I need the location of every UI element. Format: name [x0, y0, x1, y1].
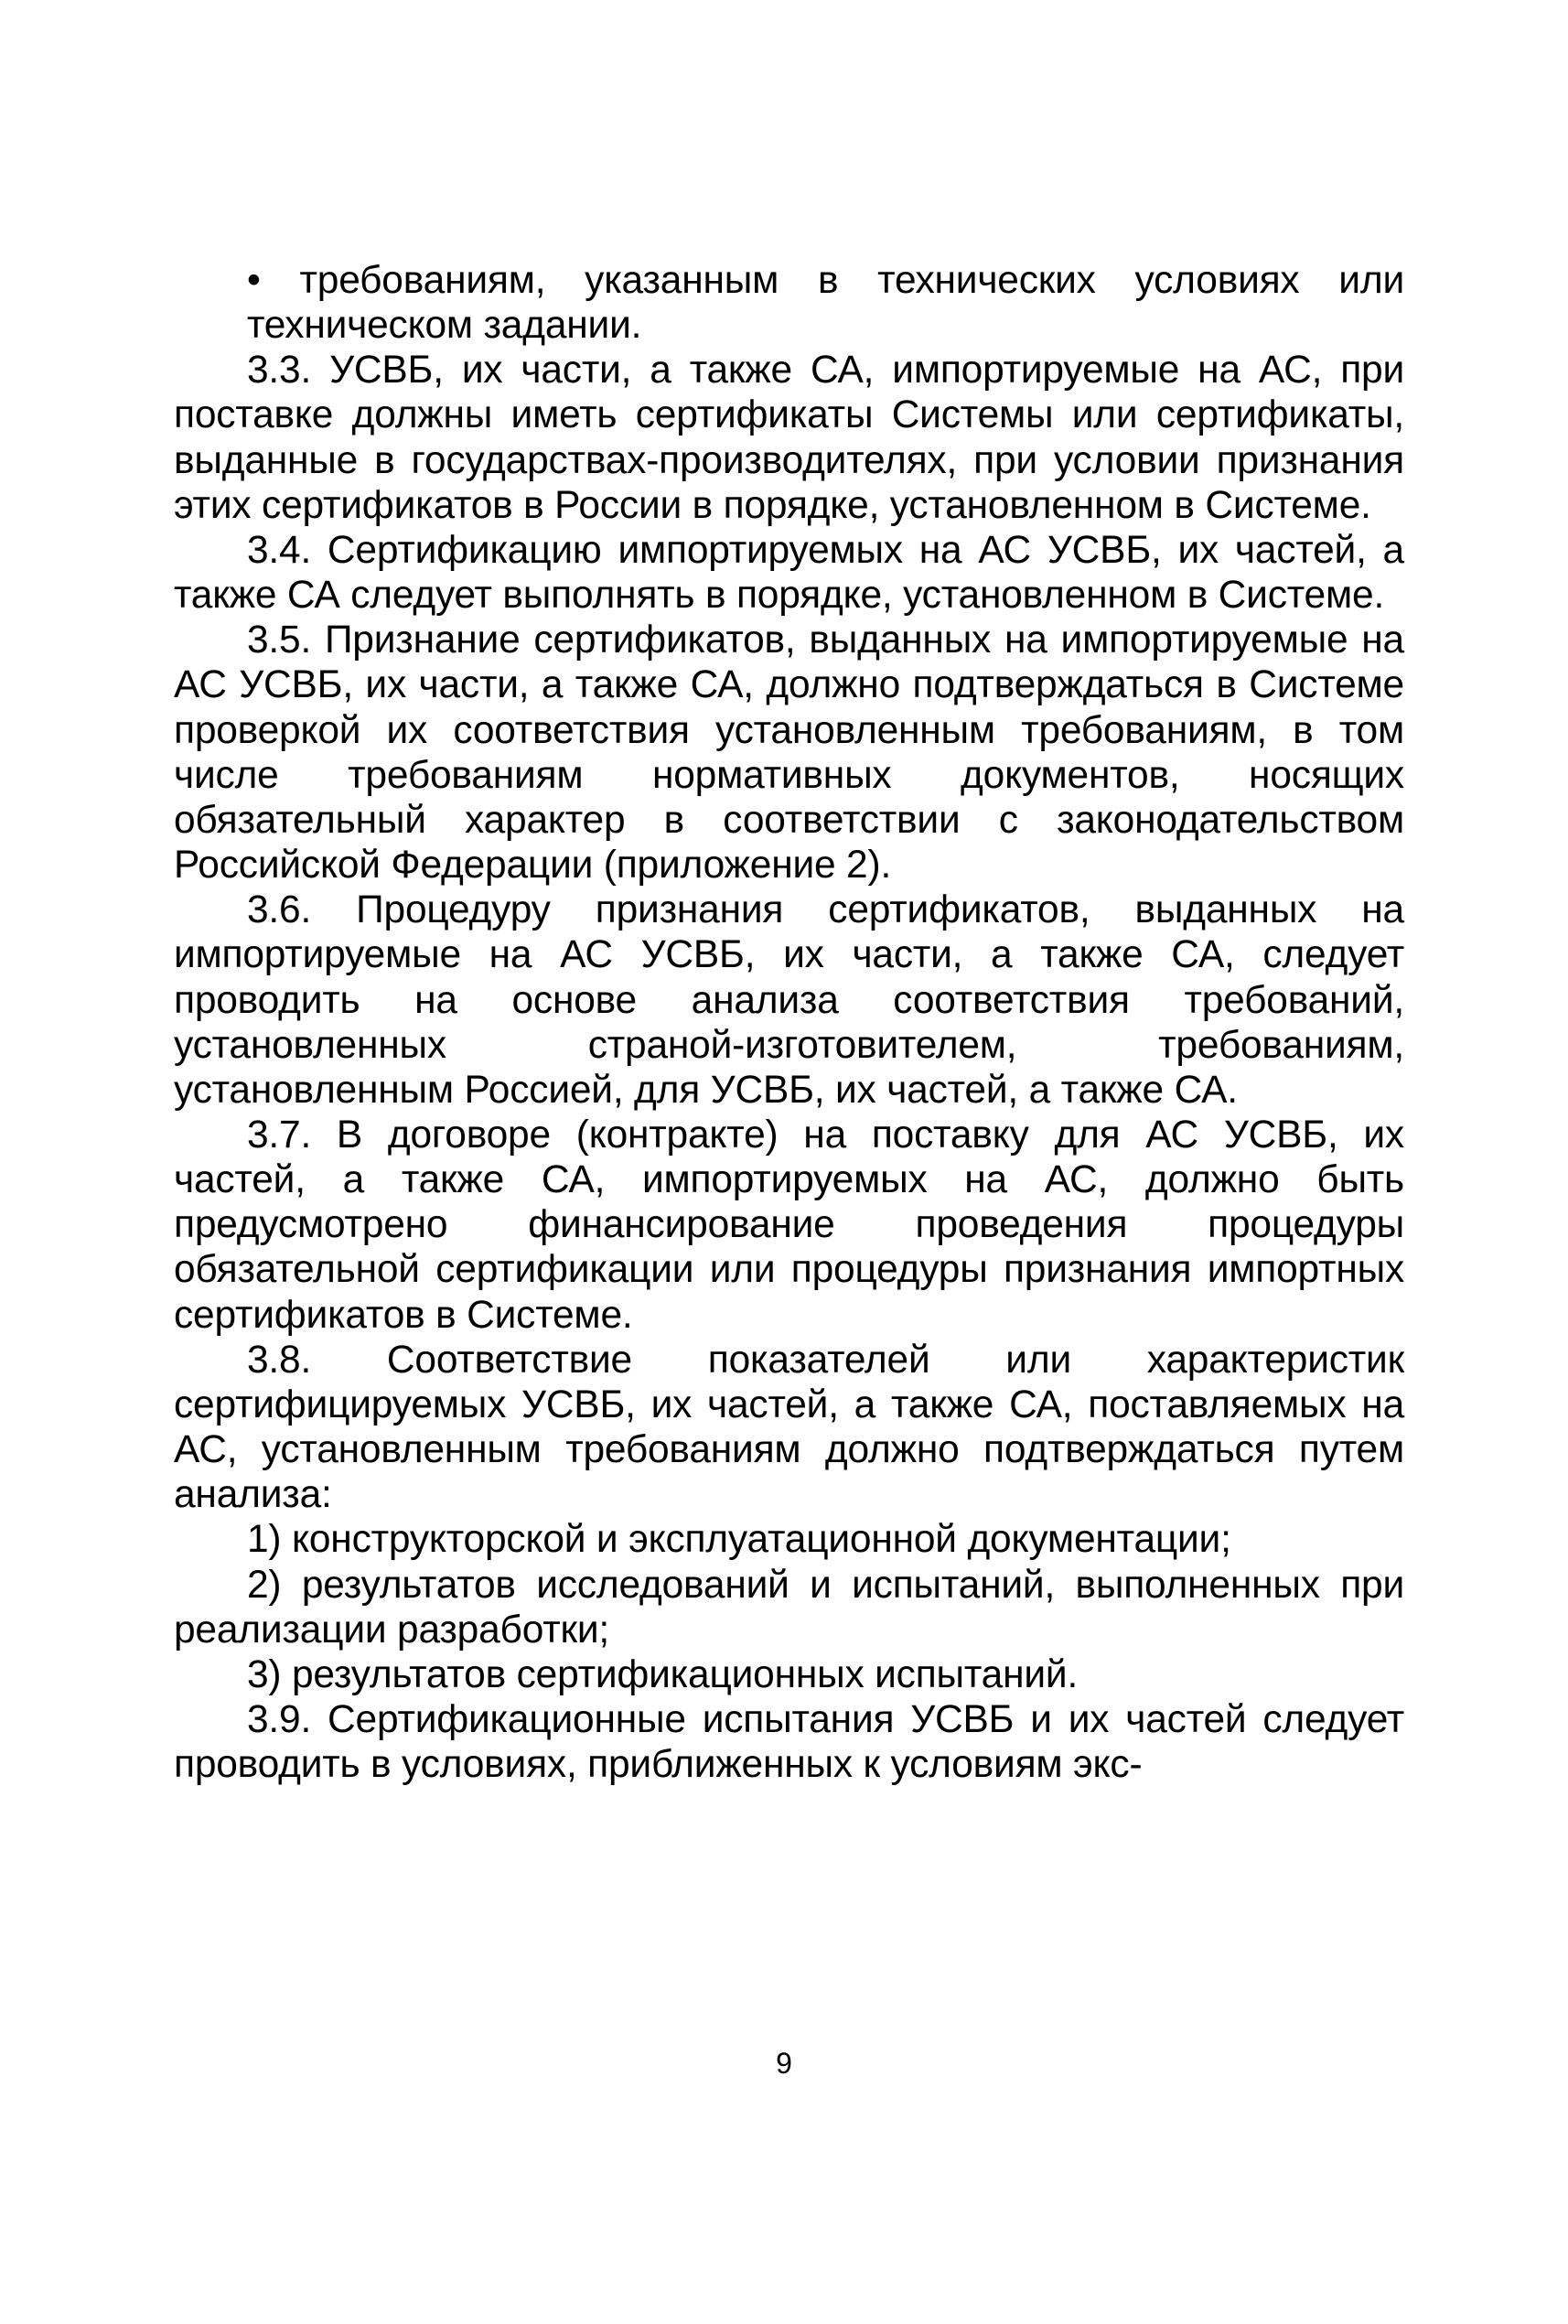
paragraph-3-8: 3.8. Соответствие показателей или характеристик сертифицируемых УСВБ, их частей, а также СА, поставляемых на АС, установленным требованиям должно подтверждаться путем анализа: — [174, 1338, 1404, 1517]
paragraph-3-6: 3.6. Процедуру признания сертификатов, выданных на импортируемые на АС УСВБ, их части, а также СА, следует проводить на основе анализа соответствия требований, установленных страной-изготовителем, требованиям, установленным Россией, для УСВБ, их частей, а также СА. — [174, 888, 1404, 1112]
list-item-3: 3) результатов сертификационных испытаний. — [247, 1652, 1079, 1696]
list-item-1: 1) конструкторской и эксплуатационной документации; — [247, 1518, 1231, 1562]
page-number: 9 — [776, 2047, 792, 2080]
paragraph-3-5: 3.5. Признание сертификатов, выданных на импортируемые на АС УСВБ, их части, а также СА, должно подтверждаться в Системе проверкой их соответствия установленным требованиям, в том числе требованиям нормативных документов, носящих обязательный характер в соответствии с законодательством Российской Федерации (приложение 2). — [174, 619, 1404, 888]
paragraph-3-4: 3.4. Сертификацию импортируемых на АС УСВБ, их частей, а также СА следует выполнять в порядке, установленном в Системе. — [174, 528, 1404, 618]
body-text — [174, 258, 1404, 1787]
paragraph-3-7: 3.7. В договоре (контракте) на поставку для АС УСВБ, их частей, а также СА, импортируемых на АС, должно быть предусмотрено финансирование проведения процедуры обязательной сертификации или процедуры признания импортных сертификатов в Системе. — [174, 1113, 1404, 1337]
paragraph-3-9: 3.9. Сертификационные испытания УСВБ и их частей следует проводить в условиях, приближенных к условиям экс- — [174, 1698, 1404, 1787]
paragraph-3-3: 3.3. УСВБ, их части, а также СА, импортируемые на АС, при поставке должны иметь сертификаты Системы или сертификаты, выданные в государствах-производителях, при условии признания этих сертификатов в России в порядке, установленном в Системе. — [174, 349, 1404, 527]
list-item-2: 2) результатов исследований и испытаний, выполненных при реализации разработки; — [174, 1563, 1404, 1652]
paragraph-bullet-requirements — [174, 258, 1404, 348]
bullet-item: • требованиям, указанным в технических условиях или техническом задании. — [247, 259, 1404, 348]
